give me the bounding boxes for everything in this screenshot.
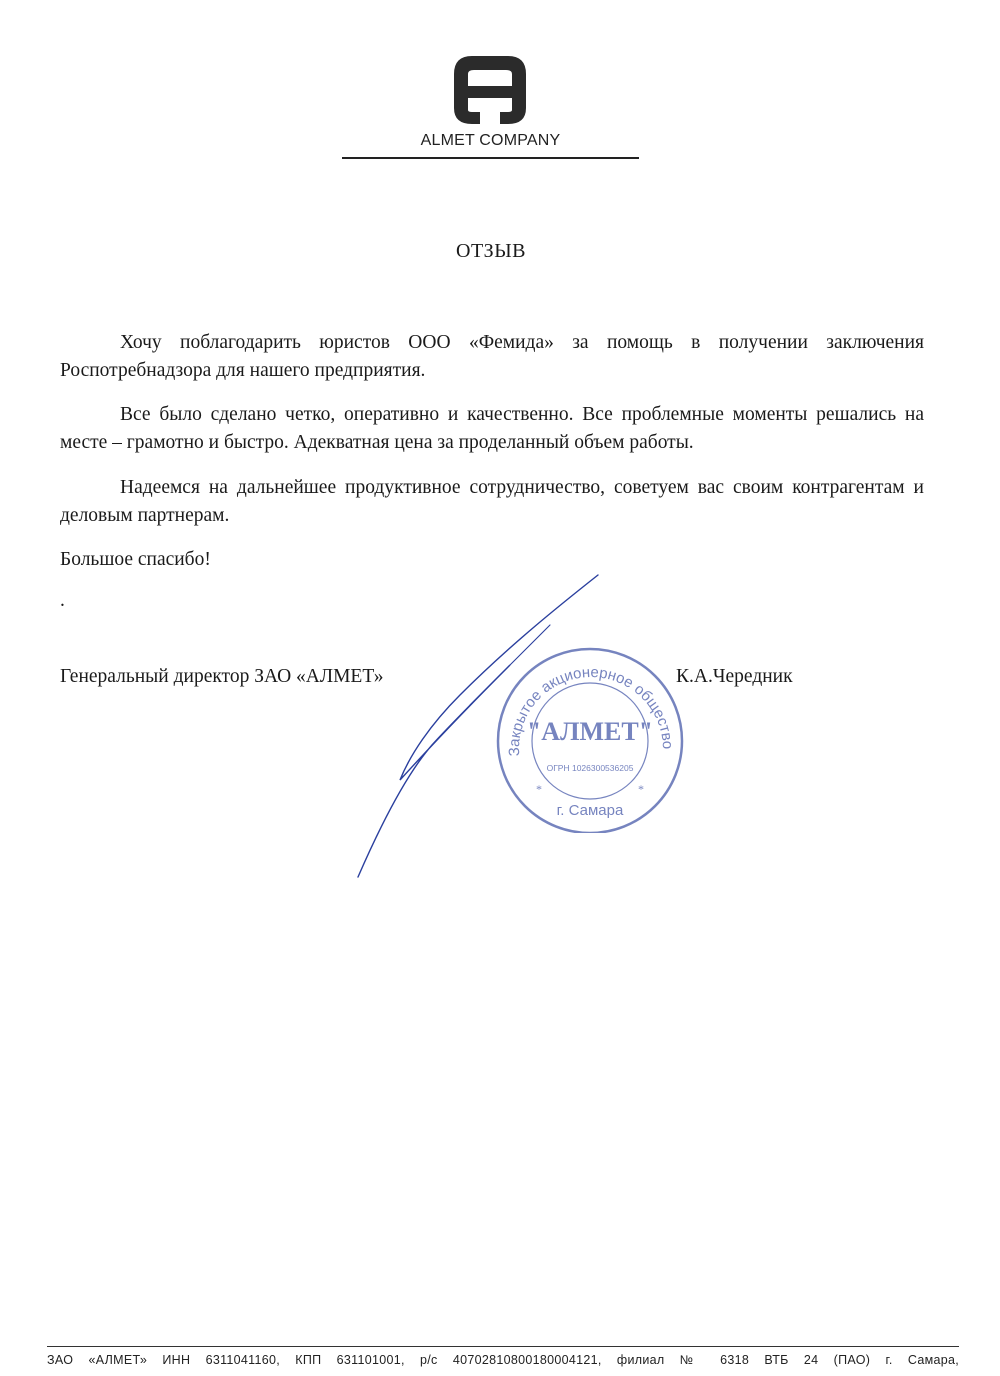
paragraph-1: Хочу поблагодарить юристов ООО «Фемида» за помощь в получении заключения Роспотребнадзора для нашего предприятия. <box>60 332 924 381</box>
stamp-outer-text: Закрытое акционерное общество <box>505 663 677 757</box>
stamp-ogrn-text: ОГРН 1026300536205 <box>546 763 634 773</box>
footer-requisites: ЗАО «АЛМЕТ» ИНН 6311041160, КПП 631101001, р/с 40702810800180004121, филиал № 6318 ВТБ 24 (ПАО) г. Самара, <box>47 1353 959 1367</box>
paragraph-2: Все было сделано четко, оперативно и качественно. Все проблемные моменты решались на месте – грамотно и быстро. Адекватная цена за проделанный объем работы. <box>60 404 924 453</box>
paragraph-3: Надеемся на дальнейшее продуктивное сотрудничество, советуем вас своим контрагентам и деловым партнерам. <box>60 477 924 526</box>
header-rule <box>342 157 639 159</box>
closing-line: Большое спасибо! <box>60 549 211 570</box>
stamp-center-text: "АЛМЕТ" <box>526 717 654 746</box>
footer-rule <box>47 1346 959 1347</box>
signer-name: К.А.Чередник <box>676 666 793 687</box>
document-title: ОТЗЫВ <box>456 240 526 262</box>
stray-mark: . <box>60 590 65 611</box>
handwritten-signature <box>340 565 610 885</box>
company-header <box>342 50 639 162</box>
stamp-star-icon: * <box>638 782 644 796</box>
signer-role: Генеральный директор ЗАО «АЛМЕТ» <box>60 666 384 687</box>
almet-logo-icon <box>450 52 530 126</box>
stamp-city-text: г. Самара <box>556 802 624 819</box>
company-name: ALMET COMPANY <box>420 132 561 149</box>
stamp-star-icon: * <box>536 782 542 796</box>
